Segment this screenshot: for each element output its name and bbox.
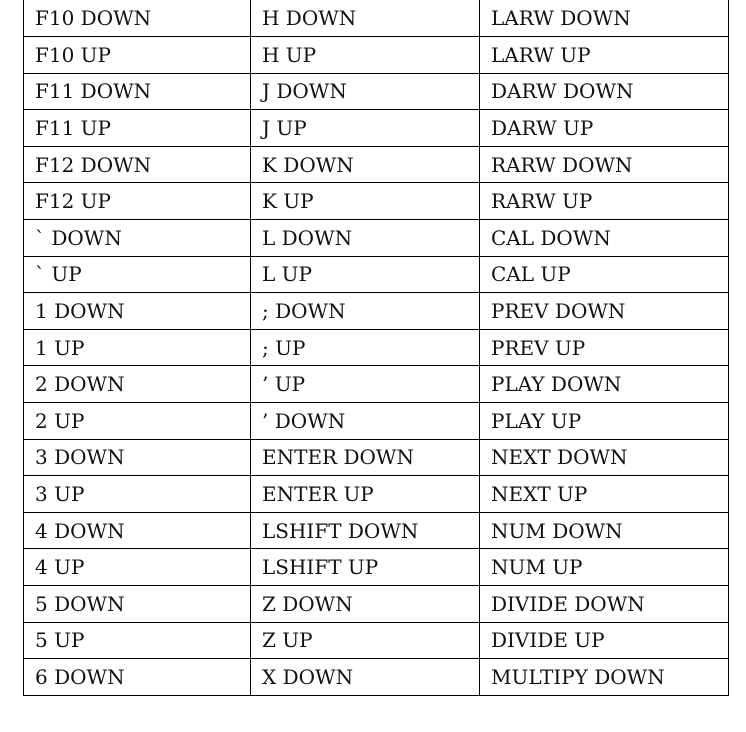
table-cell: 4 DOWN bbox=[24, 512, 251, 549]
table-cell: PREV DOWN bbox=[480, 293, 729, 330]
table-row bbox=[24, 256, 729, 293]
table-cell: L DOWN bbox=[251, 220, 480, 257]
table-cell: 1 UP bbox=[24, 329, 251, 366]
table-cell: PLAY UP bbox=[480, 403, 729, 440]
table-cell: RARW DOWN bbox=[480, 146, 729, 183]
table-row bbox=[24, 366, 729, 403]
table-cell: Z UP bbox=[251, 622, 480, 659]
table-row bbox=[24, 146, 729, 183]
table-cell: 3 UP bbox=[24, 476, 251, 513]
table-cell: ENTER UP bbox=[251, 476, 480, 513]
table-cell: F12 DOWN bbox=[24, 146, 251, 183]
table-cell: NEXT DOWN bbox=[480, 439, 729, 476]
table-cell: H UP bbox=[251, 37, 480, 74]
table-cell: J UP bbox=[251, 110, 480, 147]
table-cell: F11 DOWN bbox=[24, 73, 251, 110]
table-cell: ` UP bbox=[24, 256, 251, 293]
table-cell: DIVIDE UP bbox=[480, 622, 729, 659]
table-row bbox=[24, 549, 729, 586]
table-cell: ; UP bbox=[251, 329, 480, 366]
table-cell: DARW UP bbox=[480, 110, 729, 147]
table-cell: DARW DOWN bbox=[480, 73, 729, 110]
table-row bbox=[24, 73, 729, 110]
table-cell: 5 UP bbox=[24, 622, 251, 659]
table-row bbox=[24, 476, 729, 513]
table-cell: MULTIPY DOWN bbox=[480, 659, 729, 696]
table-cell: 5 DOWN bbox=[24, 586, 251, 623]
table-cell: 1 DOWN bbox=[24, 293, 251, 330]
table-cell: F11 UP bbox=[24, 110, 251, 147]
table-row bbox=[24, 622, 729, 659]
table-cell: ` DOWN bbox=[24, 220, 251, 257]
table-cell: CAL UP bbox=[480, 256, 729, 293]
table-cell: CAL DOWN bbox=[480, 220, 729, 257]
table-row bbox=[24, 220, 729, 257]
key-event-table-body bbox=[24, 0, 729, 695]
table-cell: LSHIFT DOWN bbox=[251, 512, 480, 549]
table-cell: PLAY DOWN bbox=[480, 366, 729, 403]
table-cell: ; DOWN bbox=[251, 293, 480, 330]
table-cell: F10 DOWN bbox=[24, 0, 251, 37]
table-row bbox=[24, 403, 729, 440]
table-cell: K DOWN bbox=[251, 146, 480, 183]
table-cell: H DOWN bbox=[251, 0, 480, 37]
table-cell: LARW UP bbox=[480, 37, 729, 74]
table-cell: LARW DOWN bbox=[480, 0, 729, 37]
table-cell: L UP bbox=[251, 256, 480, 293]
table-cell: ENTER DOWN bbox=[251, 439, 480, 476]
table-cell: NEXT UP bbox=[480, 476, 729, 513]
table-row bbox=[24, 110, 729, 147]
table-row bbox=[24, 37, 729, 74]
table-row bbox=[24, 586, 729, 623]
table-cell: F10 UP bbox=[24, 37, 251, 74]
table-cell: RARW UP bbox=[480, 183, 729, 220]
table-cell: 2 DOWN bbox=[24, 366, 251, 403]
table-cell: F12 UP bbox=[24, 183, 251, 220]
table-cell: 6 DOWN bbox=[24, 659, 251, 696]
table-cell: DIVIDE DOWN bbox=[480, 586, 729, 623]
table-cell: ’ DOWN bbox=[251, 403, 480, 440]
table-cell: LSHIFT UP bbox=[251, 549, 480, 586]
table-row bbox=[24, 439, 729, 476]
table-cell: K UP bbox=[251, 183, 480, 220]
table-cell: PREV UP bbox=[480, 329, 729, 366]
table-row bbox=[24, 183, 729, 220]
table-cell: Z DOWN bbox=[251, 586, 480, 623]
table-row bbox=[24, 293, 729, 330]
table-cell: ’ UP bbox=[251, 366, 480, 403]
table-row bbox=[24, 512, 729, 549]
key-event-table bbox=[23, 0, 729, 696]
table-cell: X DOWN bbox=[251, 659, 480, 696]
table-cell: J DOWN bbox=[251, 73, 480, 110]
table-cell: 4 UP bbox=[24, 549, 251, 586]
table-row bbox=[24, 0, 729, 37]
table-cell: 2 UP bbox=[24, 403, 251, 440]
table-row bbox=[24, 659, 729, 696]
table-cell: NUM UP bbox=[480, 549, 729, 586]
table-cell: 3 DOWN bbox=[24, 439, 251, 476]
table-cell: NUM DOWN bbox=[480, 512, 729, 549]
table-row bbox=[24, 329, 729, 366]
